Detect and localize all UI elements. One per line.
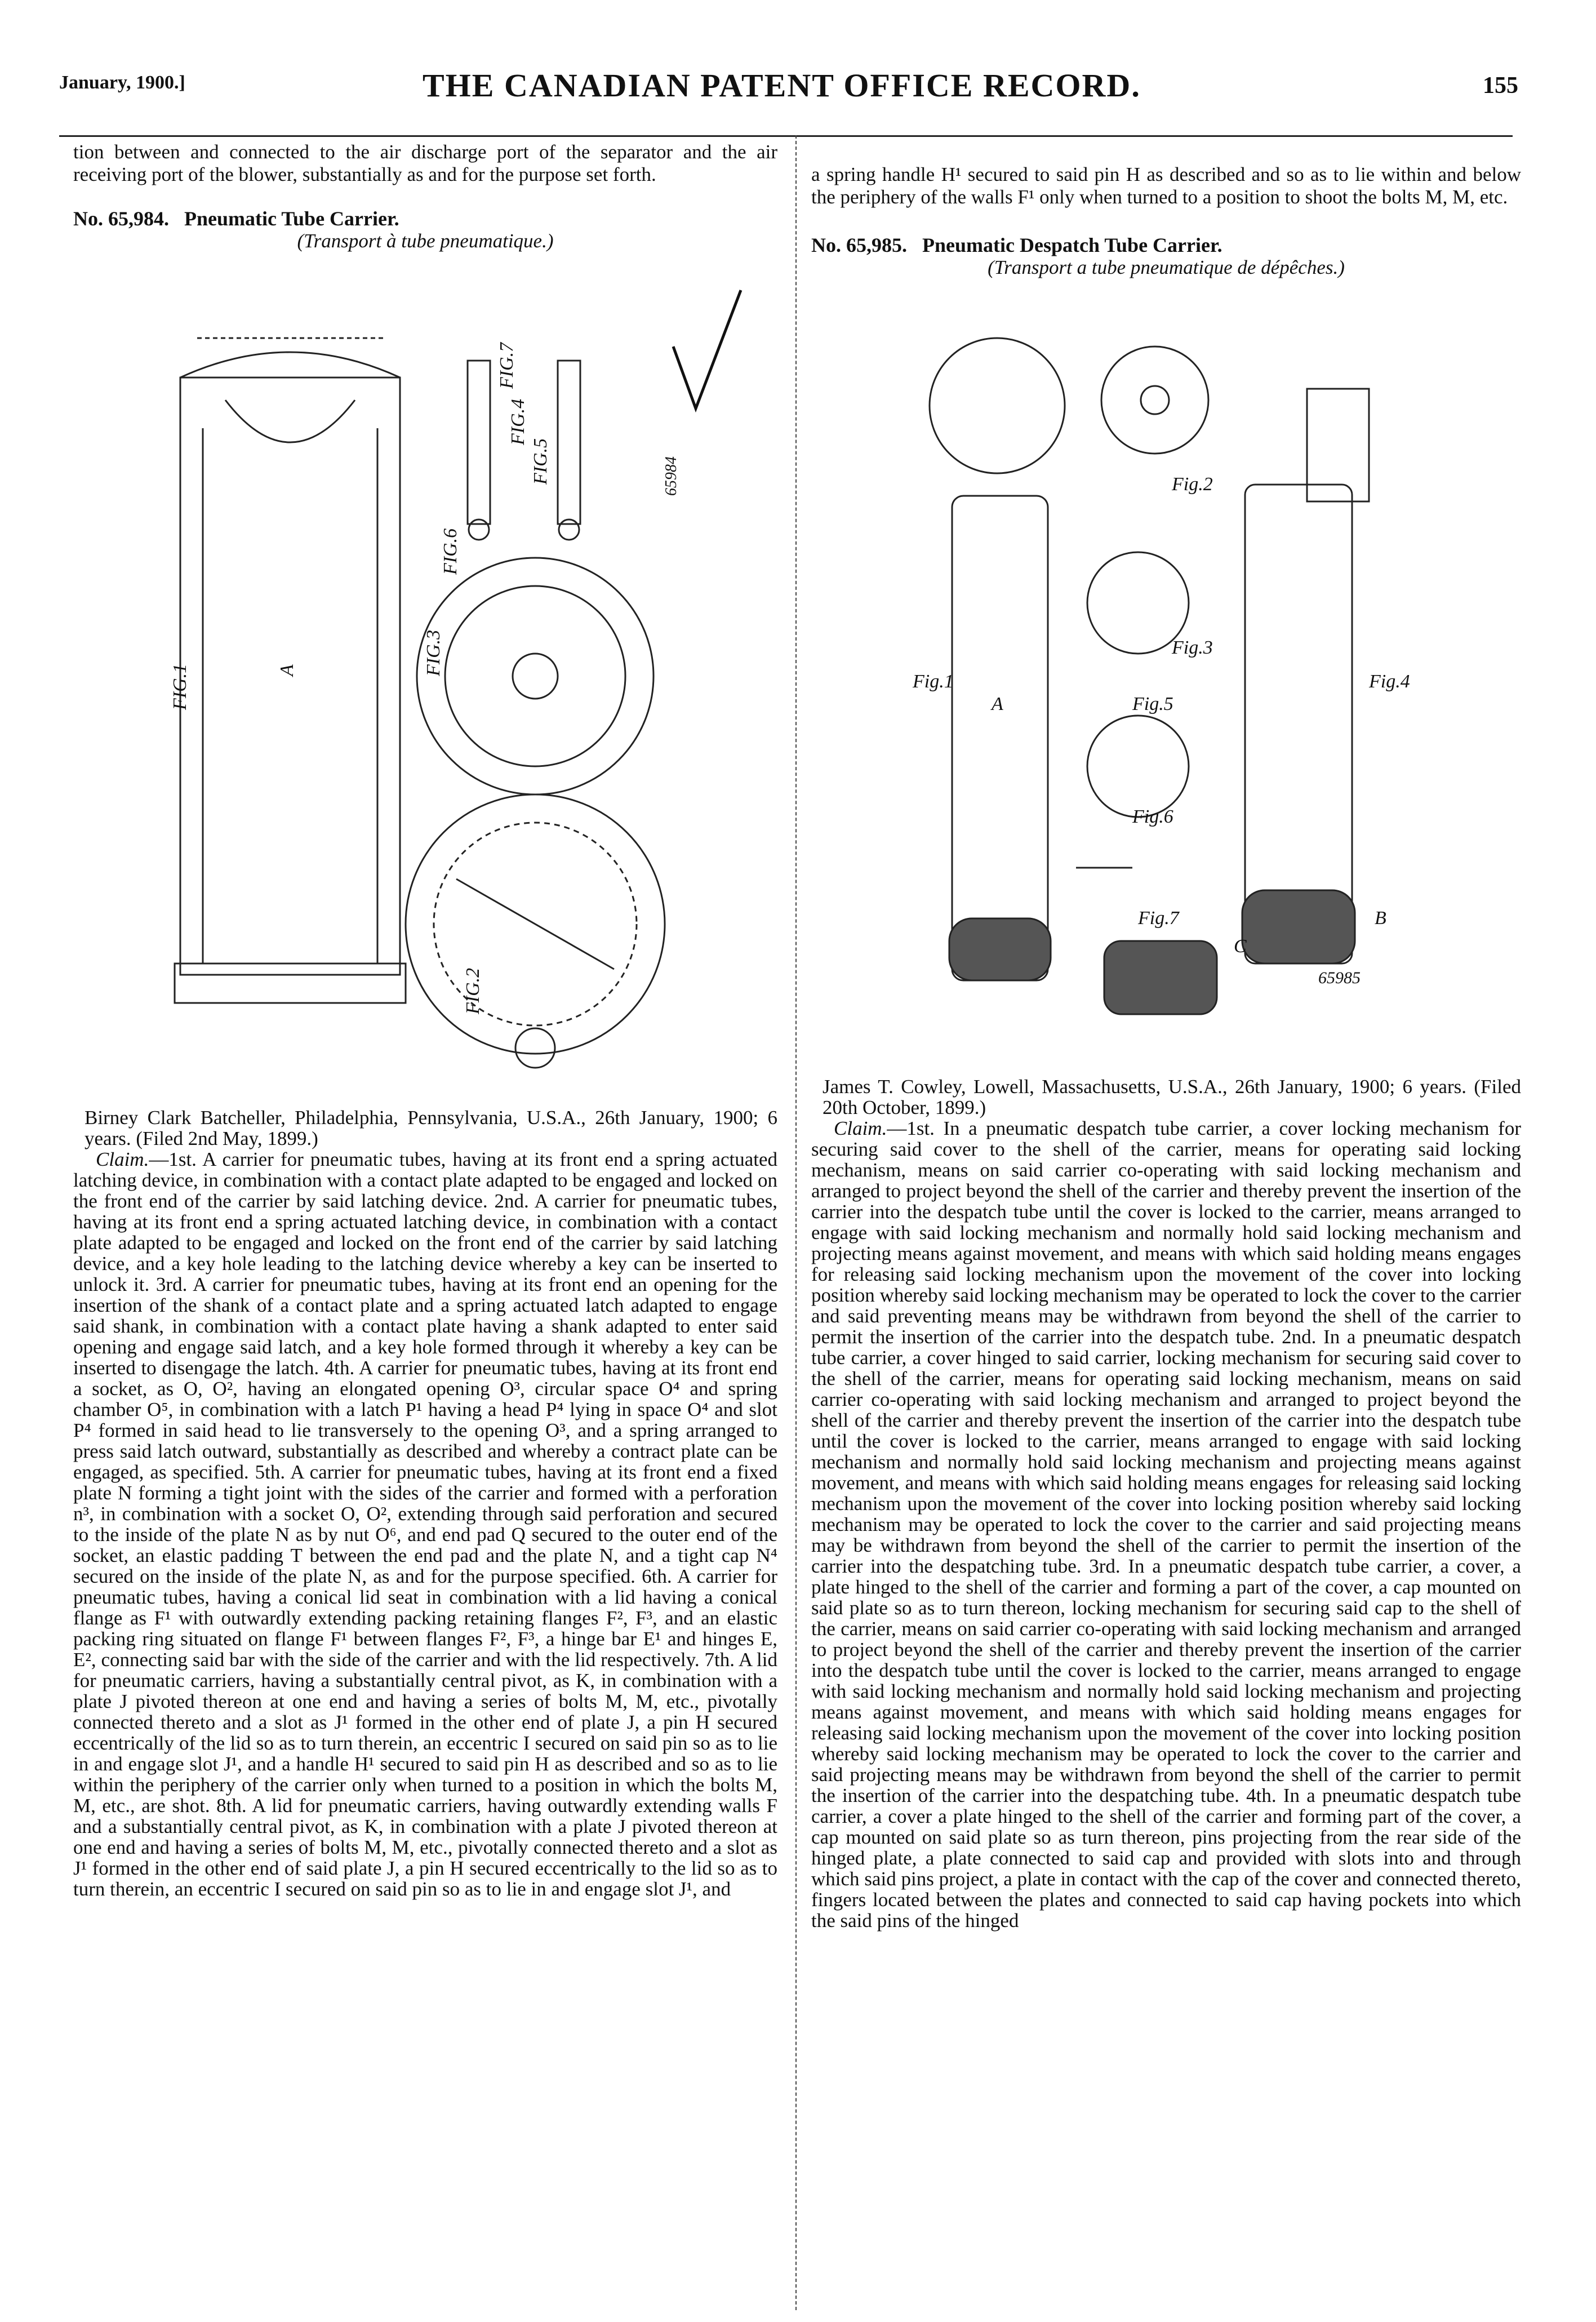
- fig3-label: Fig.3: [1172, 637, 1213, 658]
- right-column-body: [811, 1076, 1521, 1931]
- patent-title: Pneumatic Despatch Tube Carrier.: [922, 234, 1222, 256]
- fig5-label: Fig.5: [1132, 694, 1173, 714]
- fig2-plate: [1101, 347, 1208, 454]
- right-column-top: [811, 163, 1521, 279]
- fig2-label: Fig.2: [1172, 474, 1213, 495]
- fig4-end-cap: [1242, 890, 1355, 964]
- fig6-label: FIG.6: [440, 528, 461, 575]
- fig2-hub: [1141, 386, 1169, 414]
- drawing-number-65984: 65984: [663, 456, 680, 496]
- claim-label: Claim.: [96, 1148, 149, 1170]
- checkmark-svg: [662, 285, 746, 425]
- left-column-top: [73, 141, 777, 252]
- left-column-body: [73, 1107, 777, 1899]
- fig1-label: FIG.1: [170, 663, 190, 710]
- fig7-cap: [1104, 941, 1217, 1014]
- fig7-label: FIG.7: [496, 342, 517, 389]
- patent-subtitle: (Transport à tube pneumatique.): [297, 230, 554, 252]
- fig1-label: Fig.1: [913, 671, 954, 692]
- fig1-lid: [930, 338, 1065, 473]
- claim-label: Claim.: [834, 1117, 887, 1139]
- fig1-tube-cap: [180, 352, 400, 378]
- drawing-65985-svg: [890, 327, 1499, 1076]
- patent-heading: [811, 234, 1521, 256]
- fig2-label: FIG.2: [463, 967, 483, 1014]
- fig4-label: Fig.4: [1369, 671, 1410, 692]
- fig7-bolt: [468, 361, 490, 524]
- fig1-carrier-body: [952, 496, 1048, 980]
- claims-65984: [73, 1149, 777, 1899]
- fig7-bolt-head: [469, 520, 489, 540]
- issue-date: January, 1900.]: [59, 72, 185, 93]
- page-header: [59, 66, 1524, 112]
- continued-text: a spring handle H¹ secured to said pin H as described and so as to lie within and below the periphery of the walls F¹ only when turned to a position to shoot the bolts M, M, etc.: [811, 163, 1521, 208]
- patent-subtitle: (Transport a tube pneumatique de dépêches.): [988, 256, 1345, 278]
- patent-title: Pneumatic Tube Carrier.: [184, 207, 399, 230]
- fig6-plate: [1087, 716, 1189, 817]
- fig5-bolt-head: [559, 520, 579, 540]
- fig5-bolt: [558, 361, 580, 524]
- patent-drawing-65985: [890, 327, 1499, 1076]
- fig1-letter-a: A: [277, 664, 297, 676]
- journal-title: THE CANADIAN PATENT OFFICE RECORD.: [423, 67, 1141, 104]
- fig3-lid: [417, 558, 653, 794]
- handwritten-checkmark: [662, 285, 746, 425]
- fig4-label: FIG.4: [508, 398, 528, 445]
- fig5-label: FIG.5: [530, 438, 551, 485]
- patent-number: No. 65,984.: [73, 207, 169, 230]
- fig3-hub: [513, 654, 558, 699]
- page-number: 155: [1483, 73, 1518, 99]
- continued-text: tion between and connected to the air discharge port of the separator and the air receiving port of the blower, substantially as and for the purpose set forth.: [73, 141, 777, 185]
- fig3-label: FIG.3: [423, 629, 444, 676]
- fig1-end: [175, 964, 406, 1003]
- fig1-end-cap: [949, 918, 1051, 980]
- patent-heading: [73, 207, 777, 230]
- fig1-lid-arc: [225, 400, 355, 442]
- drawing-number-65985: 65985: [1318, 969, 1361, 987]
- letter-b: B: [1375, 908, 1386, 929]
- letter-a: A: [992, 694, 1003, 714]
- claims-65985: [811, 1118, 1521, 1931]
- letter-c: C: [1234, 936, 1247, 957]
- patent-number: No. 65,985.: [811, 234, 907, 256]
- claim-text: —1st. In a pneumatic despatch tube carrier, a cover locking mechanism for securing said cover to the shell of the carrier, means for operating said locking mechanism, means on said carrier co-operating with said locking mechanism and arranged to project beyond the shell of the carrier and thereby prevent the insertion of the carrier into the despatch tube until the cover is locked to the carrier, means arranged to engage with said locking mechanism and normally hold said locking mechanism and projecting means against movement, and means with which said holding means engages for releasing said locking mechanism upon the movement of the cover into locking position whereby said locking mechanism may be operated to lock the cover to the carrier and said preventing means may be withdrawn from beyond the shell of the carrier to permit the insertion of the carrier into the despatch tube. 2nd. In a pneumatic despatch tube carrier, a cover hinged to said carrier, locking mechanism for securing said cover to the shell of the carrier, means for operating said locking mechanism, means on said carrier co-operating with said locking mechanism and arranged to project beyond the shell of the carrier and thereby prevent the insertion of the carrier into the despatch tube until the cover is locked to the carrier, means arranged to engage with said locking mechanism and normally hold said locking mechanism and projecting means against movement, and means with which said holding means engages for releasing said locking mechanism upon the movement of the cover into locking position whereby said locking mechanism may be operated to lock the cover to the carrier and said projecting means may be withdrawn from beyond the shell of the carrier to permit the insertion of the carrier into the despatching tube. 3rd. In a pneumatic despatch tube carrier, a cover, a plate hinged to the shell of the carrier and forming a part of the cover, a cap mounted on said plate so as to turn thereon, locking mechanism for securing said cap to the shell of the carrier, means on said carrier co-operating with said locking mechanism and arranged to project beyond the shell of the carrier and thereby prevent the insertion of the carrier into the despatch tube until the cover is locked to the carrier, means arranged to engage with said locking mechanism and normally hold said locking mechanism and projecting means against movement, and means with which said holding means engages for releasing said locking mechanism upon the movement of the cover into locking position whereby said locking mechanism may be operated to lock the cover to the carrier and said projecting means may be withdrawn from beyond the shell of the carrier to permit the insertion of the carrier into the despatching tube. 4th. In a pneumatic despatch tube carrier, a cover a plate hinged to the shell of the carrier and forming part of the cover, a cap mounted on said plate so as turn thereon, pins projecting from the rear side of the hinged plate, a plate connected to said cap and provided with slots into and through which said pins project, a plate in contact with the cap of the cover and connected thereto, fingers located between the plates and connected to said cap having pockets into which the said pins of the hinged: [811, 1117, 1521, 1932]
- inventor-65984: Birney Clark Batcheller, Philadelphia, Pennsylvania, U.S.A., 26th January, 1900; 6 years. (Filed 2nd May, 1899.): [85, 1107, 777, 1149]
- header-rule: [59, 135, 1513, 137]
- drawing-65984-svg: [152, 316, 749, 1099]
- fig7-label: Fig.7: [1138, 908, 1179, 929]
- fig6-detail: [515, 1028, 555, 1068]
- fig6-label: Fig.6: [1132, 806, 1173, 827]
- fig2-plate: [456, 879, 614, 969]
- column-divider: [795, 135, 797, 2310]
- fig3-lid-inner: [445, 586, 625, 766]
- patent-drawing-65984: [152, 316, 749, 1099]
- claim-text: —1st. A carrier for pneumatic tubes, having at its front end a spring actuated latching device, in combination with a contact plate adapted to be engaged and locked on the front end of the carrier by said latching device. 2nd. A carrier for pneumatic tubes, having at its front end a spring actuated latching device, in combination with a contact plate adapted to be engaged and locked on the front end of the carrier by said latching device, and a key hole leading to the latching device whereby a key can be inserted to unlock it. 3rd. A carrier for pneumatic tubes, having at its front end an opening for the insertion of the shank of a contact plate and a spring actuated latch adapted to engage said shank, in combination with a contact plate having a shank adapted to enter said opening and engage said latch, and a key hole formed through it whereby a key can be inserted to disengage the latch. 4th. A carrier for pneumatic tubes, having at its front end a socket, as O, O², having an elongated opening O³, circular space O⁴ and spring chamber O⁵, in combination with a latch P¹ having a head P⁴ lying in space O⁴ and slot P⁴ formed in said head to lie transversely to the opening O³, and a spring arranged to press said latch outward, substantially as described and whereby a contract plate can be engaged, as specified. 5th. A carrier for pneumatic tubes, having at its front end a fixed plate N forming a tight joint with the sides of the carrier and formed with a perforation n³, in combination with a socket O, O², extending through said perforation and secured to the inside of the plate N as by nut O⁶, and end pad Q secured to the outer end of the socket, an elastic padding T between the end pad and the plate N, and a tight cap N⁴ secured on the inside of the plate N, as and for the purpose specified. 6th. A carrier for pneumatic tubes, having a conical lid seat in combination with a lid having a conical flange as F¹ with outwardly extending packing retaining flanges F², F³, and an elastic packing ring situated on flange F¹ between flanges F², F³, a hinge bar E¹ and hinges E, E², connecting said bar with the side of the carrier and with the lid respectively. 7th. A lid for pneumatic carriers, having a substantially central pivot, as K, in combination with a plate J pivoted thereon at one end and having a series of bolts M, M, etc., pivotally connected thereto and a slot as J¹ formed in the other end of plate J, a pin H secured eccentrically of the lid so as to turn therein, an eccentric I secured on said pin so as to lie in and engage slot J¹, and a handle H¹ secured to said pin H as described and so as to lie within the periphery of the carrier only when turned to a position in which the bolts M, M, etc., are shot. 8th. A lid for pneumatic carriers, having outwardly extending walls F and a substantially central pivot, as K, in combination with a plate J pivoted thereon at one end and having a series of bolts M, M, etc., pivotally connected thereto and a slot as J¹ formed in the other end of said plate J, a pin H secured eccentrically to the lid so as to turn therein, an eccentric I secured on said pin so as to lie in and engage slot J¹, and: [73, 1148, 777, 1900]
- inventor-65985: James T. Cowley, Lowell, Massachusetts, U.S.A., 26th January, 1900; 6 years. (Filed 20th October, 1899.): [823, 1076, 1521, 1118]
